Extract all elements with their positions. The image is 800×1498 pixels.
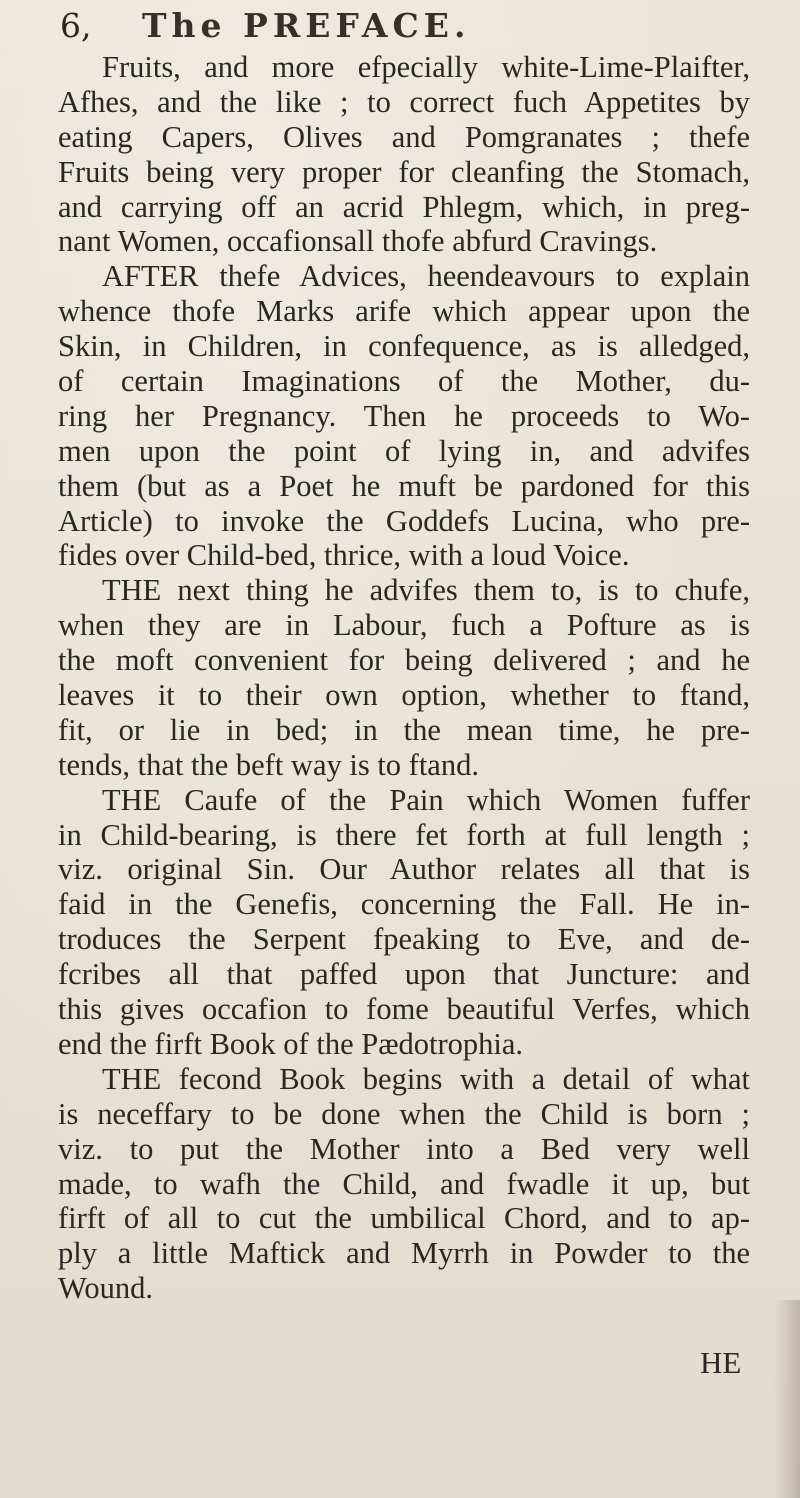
text-line: fit, or lie in bed; in the mean time, he pre- xyxy=(58,712,750,747)
text-line: viz. original Sin. Our Author relates all that is xyxy=(58,852,750,887)
text-line: faid in the Genefis, concerning the Fall. He in- xyxy=(58,887,750,922)
text-line: the moft convenient for being delivered ; and he xyxy=(58,643,750,678)
text-line: Article) to invoke the Goddefs Lucina, who pre- xyxy=(58,503,750,538)
text-line: Fruits being very proper for cleanfing the Stomach, xyxy=(58,154,750,189)
running-head: The PREFACE. xyxy=(142,6,471,45)
text-line: ply a little Maftick and Myrrh in Powder to the xyxy=(58,1236,750,1271)
text-line: this gives occafion to fome beautiful Verfes, which xyxy=(58,992,750,1027)
text-line: and carrying off an acrid Phlegm, which, in preg- xyxy=(58,189,750,224)
text-line: fides over Child-bed, thrice, with a loud Voice. xyxy=(58,538,630,573)
page-edge-shadow xyxy=(774,1300,800,1498)
text-line: Afhes, and the like ; to correct fuch Appetites by xyxy=(58,84,750,119)
text-line: AFTER thefe Advices, heendeavours to explain xyxy=(102,259,750,294)
text-line: men upon the point of lying in, and advifes xyxy=(58,433,750,468)
body-text xyxy=(58,50,750,1306)
text-line: leaves it to their own option, whether to ftand, xyxy=(58,678,750,713)
text-line: in Child-bearing, is there fet forth at full length ; xyxy=(58,817,750,852)
text-line: whence thofe Marks arife which appear upon the xyxy=(58,294,750,329)
text-line: firft of all to cut the umbilical Chord, and to ap- xyxy=(58,1201,750,1236)
text-line: THE next thing he advifes them to, is to chufe, xyxy=(102,573,750,608)
page-number: 6, xyxy=(60,6,92,45)
text-line: is neceffary to be done when the Child is born ; xyxy=(58,1096,750,1131)
text-line: when they are in Labour, fuch a Pofture as is xyxy=(58,608,750,643)
text-line: THE fecond Book begins with a detail of what xyxy=(102,1061,750,1096)
text-line: end the firft Book of the Pædotrophia. xyxy=(58,1026,524,1061)
text-line: eating Capers, Olives and Pomgranates ; thefe xyxy=(58,119,750,154)
text-line: nant Women, occafionsall thofe abfurd Cravings. xyxy=(58,224,658,259)
text-line: Skin, in Children, in confequence, as is alledged, xyxy=(58,329,750,364)
text-line: of certain Imaginations of the Mother, du- xyxy=(58,364,750,399)
text-line: them (but as a Poet he muft be pardoned for this xyxy=(58,468,750,503)
page-header xyxy=(60,4,740,48)
catchword: HE xyxy=(700,1345,742,1380)
text-line: Wound. xyxy=(58,1271,153,1306)
text-line: made, to wafh the Child, and fwadle it up, but xyxy=(58,1166,750,1201)
text-line: viz. to put the Mother into a Bed very well xyxy=(58,1131,750,1166)
text-line: THE Caufe of the Pain which Women fuffer xyxy=(102,782,750,817)
text-line: ring her Pregnancy. Then he proceeds to Wo- xyxy=(58,398,750,433)
text-line: tends, that the beft way is to ftand. xyxy=(58,747,479,782)
text-line: fcribes all that paffed upon that Juncture: and xyxy=(58,957,750,992)
text-line: troduces the Serpent fpeaking to Eve, and de- xyxy=(58,922,750,957)
text-line: Fruits, and more efpecially white-Lime-Plaifter, xyxy=(102,50,750,84)
